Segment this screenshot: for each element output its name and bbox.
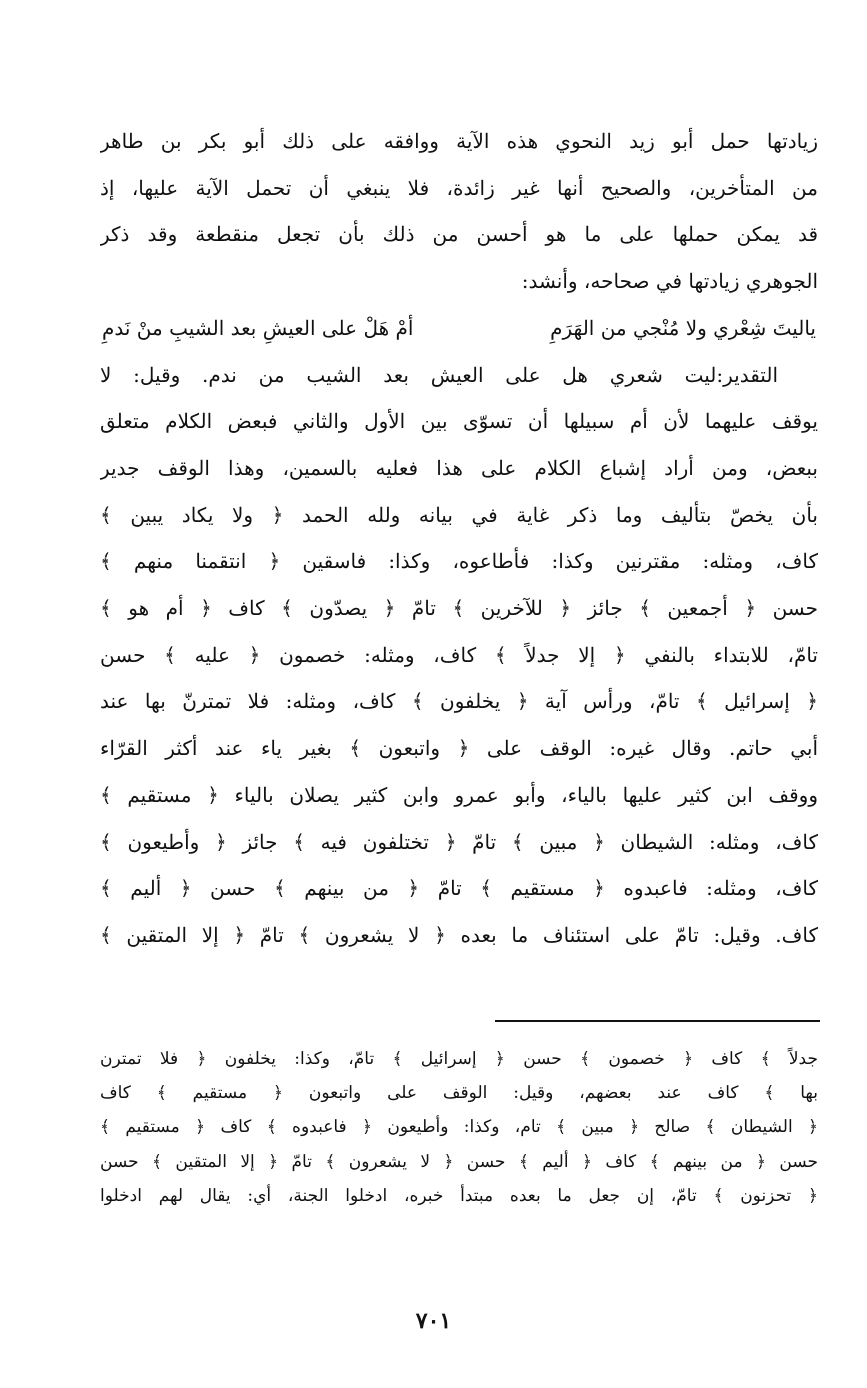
poetry-verse	[100, 305, 818, 352]
text-line: الجوهري زيادتها في صحاحه، وأنشد:	[521, 269, 818, 294]
main-text	[100, 118, 818, 959]
text-line: كاف، ومثله: مقترنين وكذا: فأطاعوه، وكذا: فاسقين ﴿ انتقمنا منهم ﴾	[100, 549, 818, 574]
footnote-line: بها ﴾ كاف عند بعضهم، وقيل: الوقف على واتبعون ﴿ مستقيم ﴾ كاف	[100, 1083, 818, 1104]
text-line: ﴿ إسرائيل ﴾ تامّ، ورأس آية ﴿ يخلفون ﴾ كاف، ومثله: فلا تمترنّ بها عند	[100, 689, 818, 714]
text-line: ووقف ابن كثير عليها بالياء، وأبو عمرو وابن كثير يصلان بالياء ﴿ مستقيم ﴾	[100, 782, 818, 807]
text-line: تامّ، للابتداء بالنفي ﴿ إلا جدلاً ﴾ كاف، ومثله: خصمون ﴿ عليه ﴾ حسن	[100, 642, 818, 667]
text-line: التقدير:ليت شعري هل على العيش بعد الشيب من ندم. وقيل: لا	[100, 362, 778, 387]
text-line: كاف. وقيل: تامّ على استئناف ما بعده ﴿ لا يشعرون ﴾ تامّ ﴿ إلا المتقين ﴾	[100, 922, 818, 947]
text-line: كاف، ومثله: الشيطان ﴿ مبين ﴾ تامّ ﴿ تختلفون فيه ﴾ جائز ﴿ وأطيعون ﴾	[100, 829, 818, 854]
verse-second-hemistich: أمْ هَلْ على العيشِ بعد الشيبِ منْ نَدمِ	[102, 315, 414, 340]
footnote-line: حسن ﴿ من بينهم ﴾ كاف ﴿ أليم ﴾ حسن ﴿ لا يشعرون ﴾ تامّ ﴿ إلا المتقين ﴾ حسن	[100, 1151, 818, 1172]
verse-first-hemistich: ياليتَ شِعْري ولا مُنْجي من الهَرَمِ	[550, 315, 816, 340]
text-line: ببعض، ومن أراد إشباع الكلام على هذا فعليه بالسمين، وهذا الوقف جدير	[100, 455, 818, 480]
footnotes	[100, 1042, 818, 1213]
footnote-divider	[495, 1020, 820, 1022]
text-line: كاف، ومثله: فاعبدوه ﴿ مستقيم ﴾ تامّ ﴿ من بينهم ﴾ حسن ﴿ أليم ﴾	[100, 876, 818, 901]
footnote-line: ﴿ الشيطان ﴾ صالح ﴿ مبين ﴾ تام، وكذا: وأطيعون ﴿ فاعبدوه ﴾ كاف ﴿ مستقيم ﴾	[100, 1117, 818, 1138]
text-line: زيادتها حمل أبو زيد النحوي هذه الآية ووافقه على ذلك أبو بكر بن طاهر	[100, 129, 818, 153]
page-number: ٧٠١	[415, 1308, 452, 1334]
text-line: حسن ﴿ أجمعين ﴾ جائز ﴿ للآخرين ﴾ تامّ ﴿ يصدّون ﴾ كاف ﴿ أم هو ﴾	[100, 596, 818, 621]
footnote-line: ﴿ تحزنون ﴾ تامّ، إن جعل ما بعده مبتدأ خبره، ادخلوا الجنة، أي: يقال لهم ادخلوا	[100, 1185, 818, 1206]
footnote-line: جدلاً ﴾ كاف ﴿ خصمون ﴾ حسن ﴿ إسرائيل ﴾ تامّ، وكذا: يخلفون ﴿ فلا تمترن	[100, 1049, 818, 1069]
text-line: أبي حاتم. وقال غيره: الوقف على ﴿ واتبعون ﴾ بغير ياء عند أكثر القرّاء	[100, 736, 818, 761]
text-line: بأن يخصّ بتأليف وما ذكر غاية في بيانه ولله الحمد ﴿ ولا يكاد يبين ﴾	[100, 502, 818, 527]
text-line: يوقف عليهما لأن أم سبيلها أن تسوّى بين الأول والثاني فبعض الكلام متعلق	[100, 409, 818, 434]
text-line: من المتأخرين، والصحيح أنها غير زائدة، فلا ينبغي أن تحمل الآية عليها، إذ	[100, 175, 818, 200]
text-line: قد يمكن حملها على ما هو أحسن من ذلك بأن تجعل منقطعة وقد ذكر	[100, 222, 818, 247]
